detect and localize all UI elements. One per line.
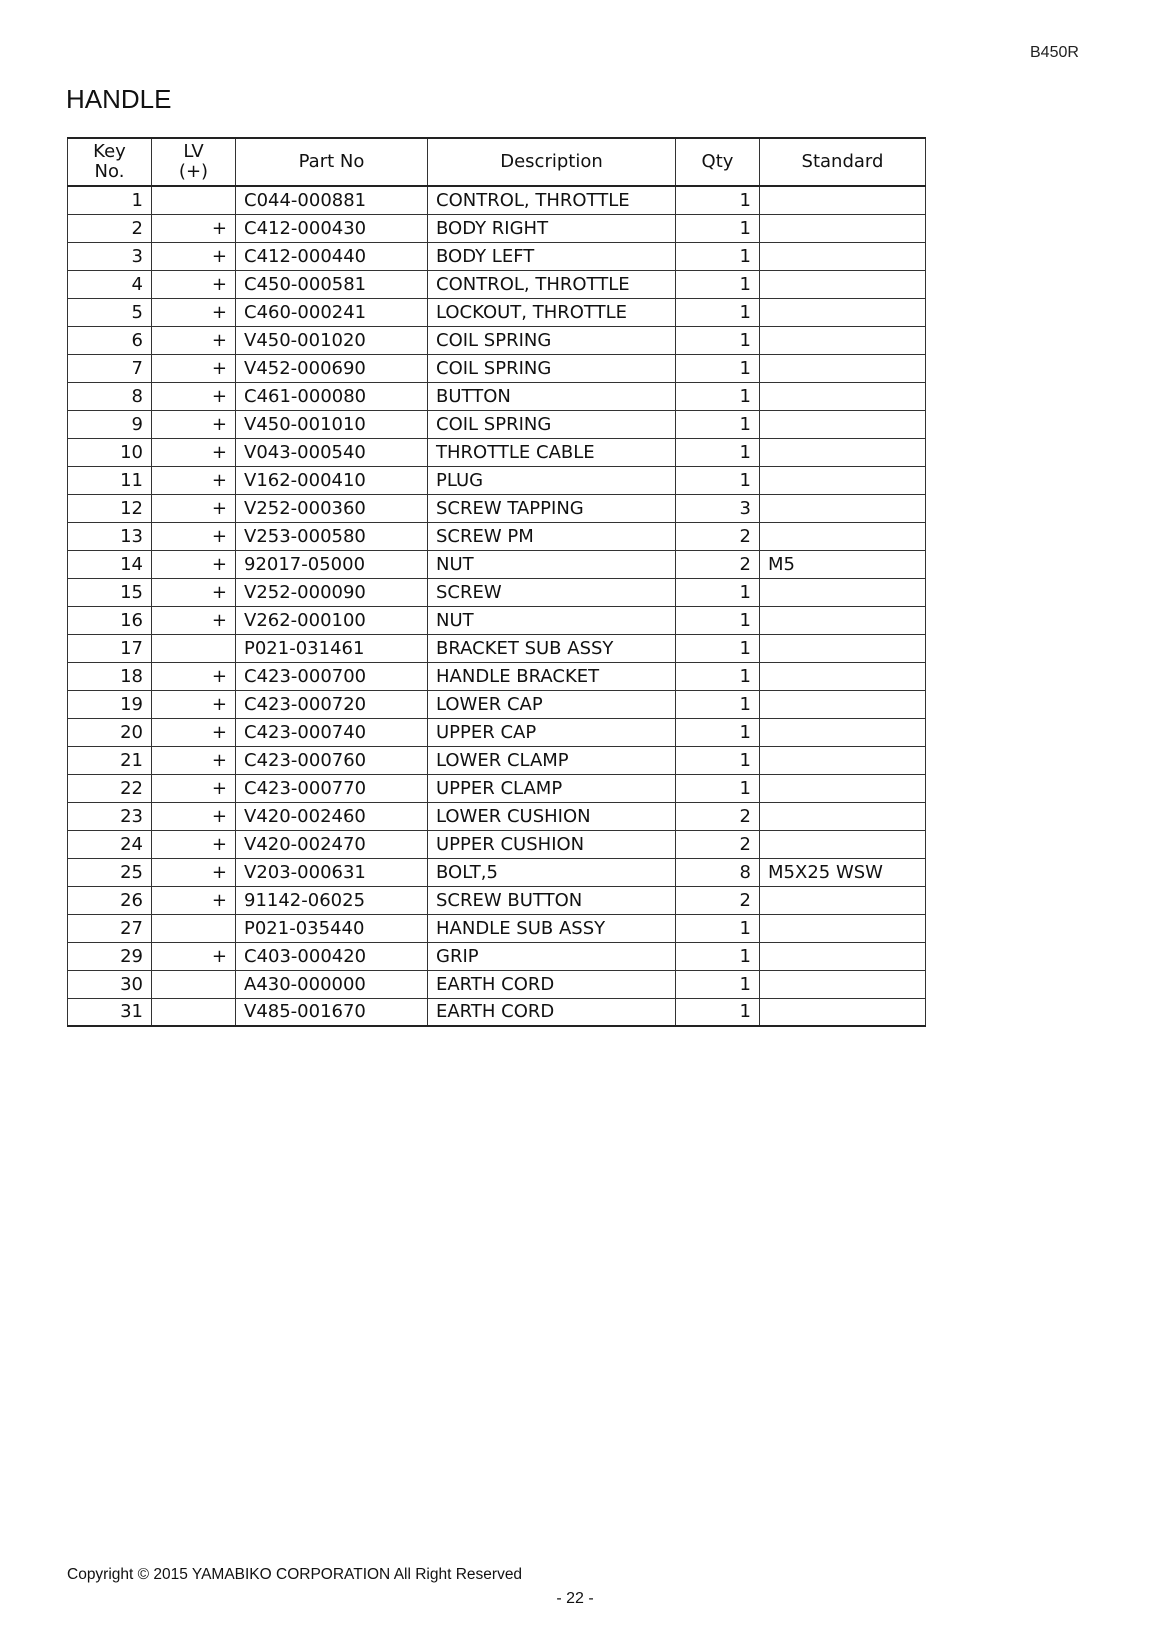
cell-key-no: 17 xyxy=(68,634,152,662)
cell-standard xyxy=(760,970,926,998)
header-key-no xyxy=(68,138,152,186)
cell-qty: 1 xyxy=(676,242,760,270)
cell-lv: + xyxy=(152,438,236,466)
cell-qty: 1 xyxy=(676,382,760,410)
cell-lv: + xyxy=(152,942,236,970)
cell-qty: 2 xyxy=(676,830,760,858)
cell-lv: + xyxy=(152,522,236,550)
table-row xyxy=(68,634,926,662)
cell-lv: + xyxy=(152,410,236,438)
cell-standard xyxy=(760,214,926,242)
cell-key-no: 8 xyxy=(68,382,152,410)
header-key-line1: Key xyxy=(93,141,126,162)
cell-standard xyxy=(760,998,926,1026)
cell-key-no: 12 xyxy=(68,494,152,522)
cell-description: BODY RIGHT xyxy=(428,214,676,242)
table-row xyxy=(68,298,926,326)
cell-description: THROTTLE CABLE xyxy=(428,438,676,466)
cell-qty: 1 xyxy=(676,326,760,354)
table-row xyxy=(68,550,926,578)
cell-key-no: 29 xyxy=(68,942,152,970)
cell-standard xyxy=(760,578,926,606)
cell-standard xyxy=(760,662,926,690)
table-header-row xyxy=(68,138,926,186)
table-row xyxy=(68,270,926,298)
cell-key-no: 24 xyxy=(68,830,152,858)
header-lv xyxy=(152,138,236,186)
cell-lv xyxy=(152,634,236,662)
cell-standard xyxy=(760,774,926,802)
cell-description: SCREW BUTTON xyxy=(428,886,676,914)
cell-qty: 1 xyxy=(676,466,760,494)
parts-table-body xyxy=(68,186,926,1026)
cell-part-no: C423-000700 xyxy=(236,662,428,690)
cell-key-no: 18 xyxy=(68,662,152,690)
cell-lv xyxy=(152,998,236,1026)
table-row xyxy=(68,998,926,1026)
cell-part-no: P021-031461 xyxy=(236,634,428,662)
cell-standard xyxy=(760,718,926,746)
cell-qty: 1 xyxy=(676,634,760,662)
table-row xyxy=(68,774,926,802)
cell-lv: + xyxy=(152,578,236,606)
cell-part-no: V162-000410 xyxy=(236,466,428,494)
cell-description: BOLT,5 xyxy=(428,858,676,886)
cell-part-no: 91142-06025 xyxy=(236,886,428,914)
table-row xyxy=(68,186,926,214)
cell-qty: 2 xyxy=(676,550,760,578)
cell-key-no: 20 xyxy=(68,718,152,746)
cell-key-no: 30 xyxy=(68,970,152,998)
cell-key-no: 31 xyxy=(68,998,152,1026)
table-row xyxy=(68,886,926,914)
cell-part-no: V452-000690 xyxy=(236,354,428,382)
cell-lv: + xyxy=(152,326,236,354)
table-row xyxy=(68,690,926,718)
cell-standard xyxy=(760,830,926,858)
cell-part-no: V450-001010 xyxy=(236,410,428,438)
cell-part-no: P021-035440 xyxy=(236,914,428,942)
cell-standard xyxy=(760,690,926,718)
table-row xyxy=(68,746,926,774)
cell-description: NUT xyxy=(428,606,676,634)
cell-standard xyxy=(760,326,926,354)
cell-key-no: 23 xyxy=(68,802,152,830)
cell-key-no: 14 xyxy=(68,550,152,578)
cell-standard xyxy=(760,914,926,942)
cell-part-no: C423-000740 xyxy=(236,718,428,746)
cell-part-no: V420-002460 xyxy=(236,802,428,830)
cell-description: UPPER CAP xyxy=(428,718,676,746)
cell-key-no: 21 xyxy=(68,746,152,774)
copyright-notice: Copyright © 2015 YAMABIKO CORPORATION All Right Reserved xyxy=(67,1566,523,1583)
cell-key-no: 15 xyxy=(68,578,152,606)
table-row xyxy=(68,242,926,270)
cell-qty: 1 xyxy=(676,214,760,242)
table-row xyxy=(68,662,926,690)
cell-key-no: 9 xyxy=(68,410,152,438)
cell-lv: + xyxy=(152,690,236,718)
cell-part-no: C423-000760 xyxy=(236,746,428,774)
cell-part-no: V262-000100 xyxy=(236,606,428,634)
cell-lv: + xyxy=(152,466,236,494)
cell-part-no: V253-000580 xyxy=(236,522,428,550)
cell-qty: 1 xyxy=(676,970,760,998)
cell-standard xyxy=(760,886,926,914)
cell-lv: + xyxy=(152,802,236,830)
cell-standard xyxy=(760,802,926,830)
table-row xyxy=(68,914,926,942)
cell-description: UPPER CLAMP xyxy=(428,774,676,802)
cell-standard xyxy=(760,270,926,298)
cell-part-no: 92017-05000 xyxy=(236,550,428,578)
cell-part-no: V252-000090 xyxy=(236,578,428,606)
table-row xyxy=(68,858,926,886)
cell-lv: + xyxy=(152,550,236,578)
cell-description: LOCKOUT, THROTTLE xyxy=(428,298,676,326)
table-row xyxy=(68,830,926,858)
cell-part-no: C461-000080 xyxy=(236,382,428,410)
cell-lv: + xyxy=(152,298,236,326)
cell-key-no: 25 xyxy=(68,858,152,886)
cell-description: EARTH CORD xyxy=(428,970,676,998)
cell-qty: 1 xyxy=(676,942,760,970)
cell-standard xyxy=(760,494,926,522)
cell-part-no: V485-001670 xyxy=(236,998,428,1026)
cell-standard xyxy=(760,298,926,326)
cell-qty: 1 xyxy=(676,998,760,1026)
cell-qty: 3 xyxy=(676,494,760,522)
cell-qty: 1 xyxy=(676,298,760,326)
cell-qty: 1 xyxy=(676,438,760,466)
cell-part-no: C460-000241 xyxy=(236,298,428,326)
cell-lv: + xyxy=(152,214,236,242)
cell-description: LOWER CUSHION xyxy=(428,802,676,830)
header-lv-line1: LV xyxy=(183,141,204,162)
cell-key-no: 2 xyxy=(68,214,152,242)
cell-key-no: 16 xyxy=(68,606,152,634)
cell-qty: 1 xyxy=(676,718,760,746)
cell-qty: 1 xyxy=(676,690,760,718)
cell-lv: + xyxy=(152,606,236,634)
cell-standard xyxy=(760,942,926,970)
cell-part-no: C044-000881 xyxy=(236,186,428,214)
cell-part-no: V420-002470 xyxy=(236,830,428,858)
cell-standard xyxy=(760,522,926,550)
cell-key-no: 3 xyxy=(68,242,152,270)
cell-part-no: C412-000440 xyxy=(236,242,428,270)
cell-key-no: 27 xyxy=(68,914,152,942)
cell-part-no: V203-000631 xyxy=(236,858,428,886)
cell-description: COIL SPRING xyxy=(428,354,676,382)
cell-description: SCREW PM xyxy=(428,522,676,550)
cell-key-no: 4 xyxy=(68,270,152,298)
table-row xyxy=(68,382,926,410)
cell-qty: 1 xyxy=(676,270,760,298)
cell-description: UPPER CUSHION xyxy=(428,830,676,858)
cell-description: EARTH CORD xyxy=(428,998,676,1026)
table-row xyxy=(68,410,926,438)
cell-part-no: A430-000000 xyxy=(236,970,428,998)
cell-standard: M5X25 WSW xyxy=(760,858,926,886)
cell-lv: + xyxy=(152,886,236,914)
cell-description: BUTTON xyxy=(428,382,676,410)
cell-part-no: C450-000581 xyxy=(236,270,428,298)
cell-description: NUT xyxy=(428,550,676,578)
header-lv-line2: (+) xyxy=(178,161,209,182)
cell-qty: 8 xyxy=(676,858,760,886)
cell-description: HANDLE BRACKET xyxy=(428,662,676,690)
cell-qty: 1 xyxy=(676,746,760,774)
header-qty: Qty xyxy=(676,138,760,186)
parts-table xyxy=(67,137,926,1027)
cell-standard xyxy=(760,438,926,466)
cell-part-no: C423-000720 xyxy=(236,690,428,718)
cell-lv: + xyxy=(152,242,236,270)
cell-description: SCREW xyxy=(428,578,676,606)
cell-part-no: C423-000770 xyxy=(236,774,428,802)
cell-qty: 1 xyxy=(676,186,760,214)
cell-description: BODY LEFT xyxy=(428,242,676,270)
cell-qty: 2 xyxy=(676,802,760,830)
header-description: Description xyxy=(428,138,676,186)
cell-description: CONTROL, THROTTLE xyxy=(428,270,676,298)
cell-key-no: 19 xyxy=(68,690,152,718)
cell-qty: 1 xyxy=(676,914,760,942)
cell-standard xyxy=(760,382,926,410)
cell-key-no: 6 xyxy=(68,326,152,354)
cell-lv: + xyxy=(152,746,236,774)
cell-lv: + xyxy=(152,382,236,410)
cell-description: GRIP xyxy=(428,942,676,970)
table-row xyxy=(68,214,926,242)
table-row xyxy=(68,438,926,466)
cell-key-no: 11 xyxy=(68,466,152,494)
cell-qty: 1 xyxy=(676,774,760,802)
table-row xyxy=(68,606,926,634)
cell-description: COIL SPRING xyxy=(428,410,676,438)
cell-description: LOWER CLAMP xyxy=(428,746,676,774)
cell-lv: + xyxy=(152,774,236,802)
cell-key-no: 10 xyxy=(68,438,152,466)
header-part-no: Part No xyxy=(236,138,428,186)
table-row xyxy=(68,942,926,970)
cell-qty: 1 xyxy=(676,606,760,634)
cell-key-no: 1 xyxy=(68,186,152,214)
cell-description: CONTROL, THROTTLE xyxy=(428,186,676,214)
cell-lv xyxy=(152,970,236,998)
cell-standard xyxy=(760,186,926,214)
cell-key-no: 5 xyxy=(68,298,152,326)
cell-standard xyxy=(760,242,926,270)
cell-description: HANDLE SUB ASSY xyxy=(428,914,676,942)
table-row xyxy=(68,578,926,606)
cell-standard xyxy=(760,746,926,774)
cell-key-no: 26 xyxy=(68,886,152,914)
cell-key-no: 7 xyxy=(68,354,152,382)
cell-standard: M5 xyxy=(760,550,926,578)
cell-lv xyxy=(152,914,236,942)
cell-lv: + xyxy=(152,830,236,858)
cell-description: COIL SPRING xyxy=(428,326,676,354)
cell-description: BRACKET SUB ASSY xyxy=(428,634,676,662)
page-number: - 22 - xyxy=(556,1590,594,1607)
cell-key-no: 22 xyxy=(68,774,152,802)
cell-lv: + xyxy=(152,858,236,886)
cell-part-no: C412-000430 xyxy=(236,214,428,242)
table-row xyxy=(68,718,926,746)
table-row xyxy=(68,466,926,494)
table-row xyxy=(68,802,926,830)
header-standard: Standard xyxy=(760,138,926,186)
table-row xyxy=(68,354,926,382)
cell-key-no: 13 xyxy=(68,522,152,550)
cell-lv: + xyxy=(152,494,236,522)
cell-lv: + xyxy=(152,354,236,382)
cell-qty: 2 xyxy=(676,522,760,550)
cell-standard xyxy=(760,466,926,494)
cell-qty: 1 xyxy=(676,354,760,382)
cell-lv: + xyxy=(152,270,236,298)
table-row xyxy=(68,494,926,522)
cell-qty: 1 xyxy=(676,662,760,690)
table-row xyxy=(68,522,926,550)
cell-standard xyxy=(760,410,926,438)
cell-part-no: C403-000420 xyxy=(236,942,428,970)
cell-part-no: V252-000360 xyxy=(236,494,428,522)
cell-standard xyxy=(760,634,926,662)
cell-standard xyxy=(760,606,926,634)
cell-lv xyxy=(152,186,236,214)
cell-part-no: V043-000540 xyxy=(236,438,428,466)
cell-lv: + xyxy=(152,718,236,746)
cell-description: SCREW TAPPING xyxy=(428,494,676,522)
section-title: HANDLE xyxy=(66,84,172,114)
cell-description: LOWER CAP xyxy=(428,690,676,718)
table-row xyxy=(68,326,926,354)
model-code: B450R xyxy=(1030,44,1079,61)
cell-qty: 1 xyxy=(676,578,760,606)
cell-part-no: V450-001020 xyxy=(236,326,428,354)
table-row xyxy=(68,970,926,998)
cell-lv: + xyxy=(152,662,236,690)
cell-standard xyxy=(760,354,926,382)
cell-qty: 2 xyxy=(676,886,760,914)
cell-qty: 1 xyxy=(676,410,760,438)
cell-description: PLUG xyxy=(428,466,676,494)
header-key-line2: No. xyxy=(94,161,125,182)
